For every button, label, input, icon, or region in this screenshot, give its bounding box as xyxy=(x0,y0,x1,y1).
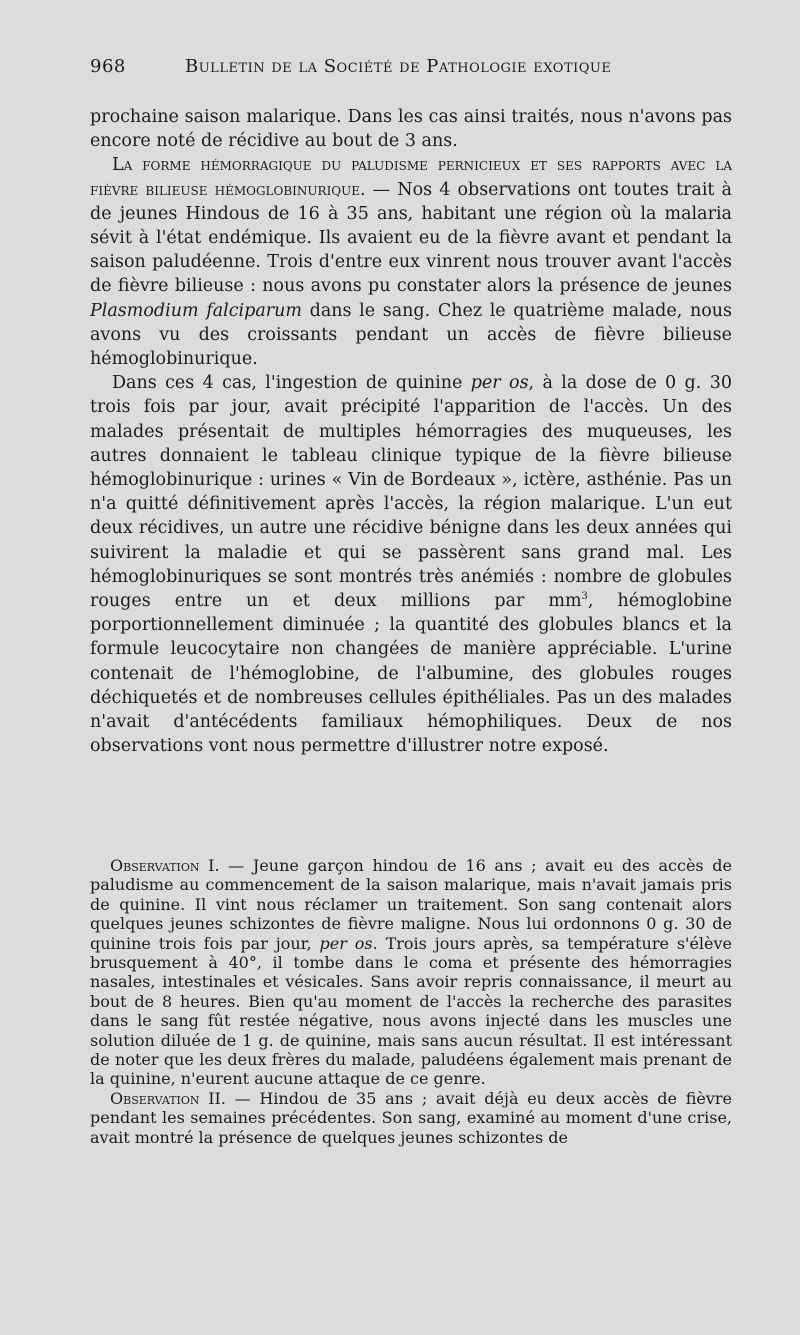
paragraph-2 xyxy=(90,153,732,371)
page-header xyxy=(90,56,730,77)
per-os-italic: per os xyxy=(470,373,529,394)
paragraph-3 xyxy=(90,371,732,758)
observation-1-text-a: — Jeune garçon hindou de 16 ans ; avait eu des accès de paludisme au commencement de la saison malarique, mais n'avait jamais pris de quinine. Il vint nous réclamer un traitement. Son sang contenait alors quelques jeunes schizontes de fièvre maligne. Nous lui ordonnons 0 g. 30 de quinine trois fois par jour, xyxy=(90,856,733,953)
observation-2-text-a: — Hindou de 35 ans ; avait déjà eu deux accès de fièvre pendant les semaines précédentes. Son sang, examiné au moment d'une crise, avait montré la présence de quelques jeunes schizontes de xyxy=(90,1088,732,1147)
paragraph-1 xyxy=(90,105,732,153)
running-title: Bulletin de la Société de Pathologie exotique xyxy=(185,56,612,77)
paragraph-3-text-c: , hémoglobine porportionnellement diminuée ; la quantité des globules blancs et la formule leucocytaire non changées de manière appréciable. L'urine contenait de l'hémoglobine, de l'albumine, des globules rouges déchiquetés et de nombreuses cellules épithéliales. Pas un des malades n'avait d'antécédents familiaux hémophiliques. Deux de nos observations vont nous permettre d'illustrer notre exposé. xyxy=(90,591,732,757)
paragraph-2-text-a: — Nos 4 observations ont toutes trait à de jeunes Hindous de 16 à 35 ans, habitant une région où la malaria sévit à l'état endémique. Ils avaient eu de la fièvre avant et pendant la saison paludéenne. Trois d'entre eux vinrent nous trouver avant l'accès de fièvre bilieuse : nous avons pu constater alors la présence de jeunes xyxy=(90,179,732,297)
paragraph-1-text: prochaine saison malarique. Dans les cas ainsi traités, nous n'avons pas encore noté de récidive au bout de 3 ans. xyxy=(90,107,732,152)
paragraph-3-text-b: , à la dose de 0 g. 30 trois fois par jour, avait précipité l'apparition de l'accès. Un des malades présentait de multiples hémorragies des muqueuses, les autres donnaient le tableau clinique typique de la fièvre bilieuse hémoglobinurique : urines « Vin de Bordeaux », ictère, asthénie. Pas un n'a quitté définitivement après l'accès, la région malarique. L'un eut deux récidives, un autre une récidive bénigne dans les deux années qui suivirent la maladie et qui se passèrent sans grand mal. Les hémoglobinuriques se sont montrés très anémiés : nombre de globules rouges entre un et deux millions par mm xyxy=(90,373,732,612)
section-heading: La forme hémorragique du paludisme pernicieux et ses rapports avec la fièvre bilieuse hémoglobinurique. xyxy=(90,155,732,200)
paragraph-2-text-b: dans le sang. Chez le quatrième malade, nous avons vu des croissants pendant un accès de fièvre bilieuse hémoglobinurique. xyxy=(90,300,732,370)
observation-2 xyxy=(90,1089,732,1147)
page-number: 968 xyxy=(90,56,126,77)
observation-1-italic: per os xyxy=(319,933,373,953)
observation-2-label: Observation II. xyxy=(110,1088,226,1108)
main-text xyxy=(90,105,732,758)
paragraph-3-text-a: Dans ces 4 cas, l'ingestion de quinine xyxy=(112,373,471,394)
superscript-3: 3 xyxy=(581,591,588,603)
observations-block xyxy=(90,856,732,1147)
observation-1 xyxy=(90,856,732,1089)
observation-1-text-b: . Trois jours après, sa température s'élève brusquement à 40°, il tombe dans le coma et présente des hémorragies nasales, intestinales et vésicales. Sans avoir repris connaissance, il meurt au bout de 8 heures. Bien qu'au moment de l'accès la recherche des parasites dans le sang fût restée négative, nous avons injecté dans les muscles une solution diluée de 1 g. de quinine, mais sans aucun résultat. Il est intéressant de noter que les deux frères du malade, paludéens également mais prenant de la quinine, n'eurent aucune attaque de ce genre. xyxy=(90,933,733,1089)
observation-1-label: Observation I. xyxy=(110,856,220,875)
species-name: Plasmodium falciparum xyxy=(90,300,302,321)
